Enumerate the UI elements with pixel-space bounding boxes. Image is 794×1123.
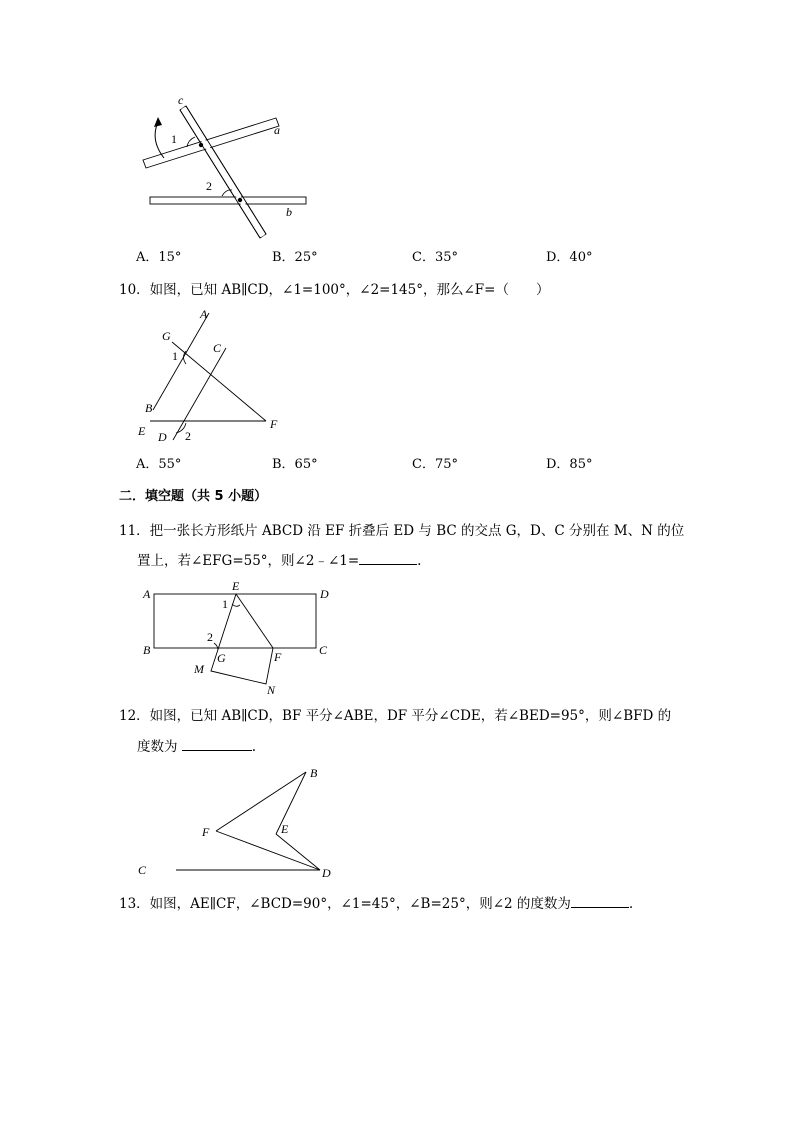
label-B-q10: B [145, 401, 153, 415]
label-D-q10: D [158, 430, 167, 444]
q10-option-b[interactable]: B．65° [272, 457, 318, 472]
label-1-q11: 1 [222, 597, 228, 611]
label-D-q12: D [322, 866, 331, 880]
label-M-q11: M [194, 662, 204, 676]
q10-question: 10．如图，已知 AB∥CD，∠1=100°，∠2=145°，那么∠F=（ ） [119, 282, 550, 298]
section-title-fill-in: 二．填空题（共 5 小题） [119, 489, 268, 504]
segment-ed [276, 834, 320, 870]
q12-end: . [251, 739, 257, 755]
segment-bf [216, 772, 306, 831]
label-2-q11: 2 [207, 630, 213, 644]
q10-option-c[interactable]: C．75° [412, 457, 458, 472]
label-1: 1 [171, 132, 177, 146]
label-F-q10: F [270, 417, 278, 431]
q13-end: . [628, 896, 634, 912]
label-B-q11: B [143, 643, 151, 657]
q13-question-text: 13．如图，AE∥CF，∠BCD=90°，∠1=45°，∠B=25°，则∠2 的度数为 [119, 896, 571, 912]
label-F-q12: F [202, 825, 210, 839]
q12-question-text: 度数为 [137, 739, 182, 755]
label-a: a [274, 123, 280, 137]
label-b: b [286, 205, 292, 219]
q9-option-c[interactable]: C．35° [412, 250, 458, 265]
label-A-q11: A [143, 587, 151, 601]
label-2: 2 [206, 179, 212, 193]
label-A-q10: A [200, 307, 208, 321]
label-B-q12: B [310, 766, 318, 780]
q9-option-b[interactable]: B．25° [272, 250, 318, 265]
label-C-q11: C [319, 643, 328, 657]
segment-fd [216, 831, 320, 870]
label-D-q11: D [320, 587, 329, 601]
q10-option-a[interactable]: A．55° [136, 457, 182, 472]
q11-question-text: 置上，若∠EFG=55°，则∠2﹣∠1= [137, 553, 360, 569]
q12-question-line1: 12．如图，已知 AB∥CD，BF 平分∠ABE，DF 平分∠CDE，若∠BED=95°，则∠BFD 的 [119, 708, 672, 724]
label-E-q12: E [281, 822, 289, 836]
q13-question [119, 893, 633, 914]
q11-question-line1: 11．把一张长方形纸片 ABCD 沿 EF 折叠后 ED 与 BC 的交点 G，D、C 分别在 M、N 的位 [119, 523, 685, 539]
label-N-q11: N [267, 683, 276, 697]
label-F-q11: F [274, 650, 282, 664]
label-C-q12: C [138, 863, 147, 877]
q11-end: . [417, 553, 422, 569]
label-c: c [178, 93, 184, 107]
label-G-q10: G [162, 329, 171, 343]
label-2-q10: 2 [185, 429, 191, 443]
label-G-q11: G [217, 651, 226, 665]
q9-option-a[interactable]: A．15° [136, 250, 182, 265]
label-C-q10: C [213, 341, 222, 355]
q13-answer-blank[interactable] [571, 893, 629, 908]
q10-option-d[interactable]: D．85° [546, 457, 593, 472]
label-E-q10: E [138, 424, 146, 438]
label-E-q11: E [232, 579, 240, 593]
label-1-q10: 1 [172, 349, 178, 363]
q9-option-d[interactable]: D．40° [546, 250, 593, 265]
